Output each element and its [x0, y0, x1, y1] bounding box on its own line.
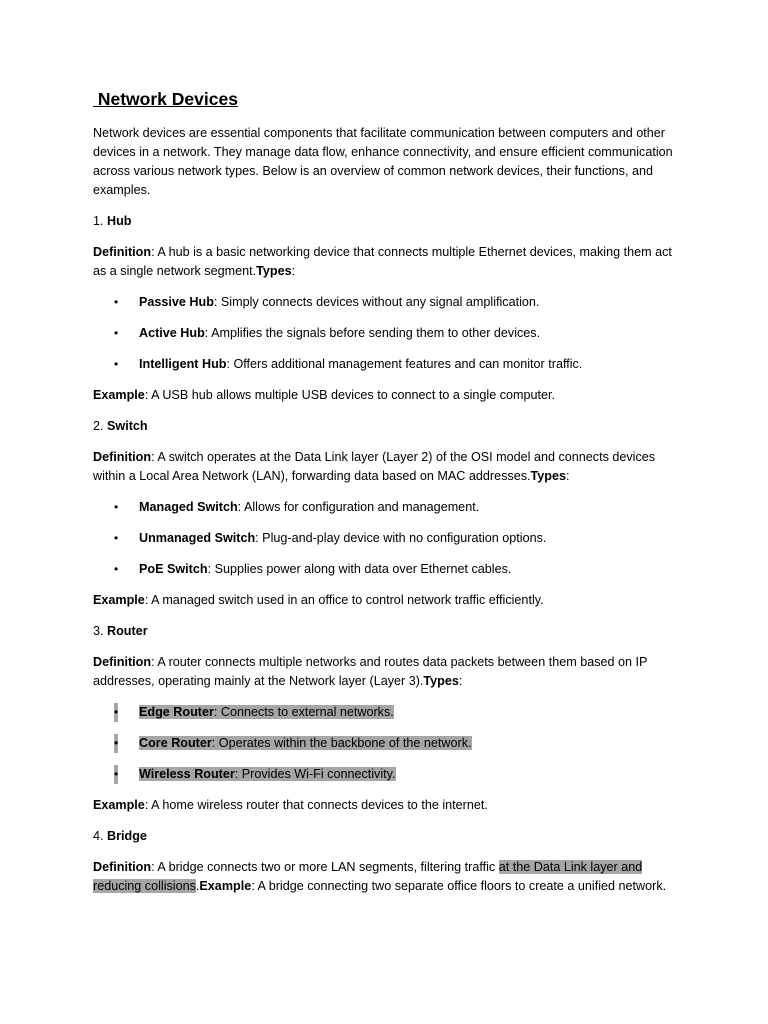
bullet: •	[114, 500, 119, 514]
section-name: Bridge	[107, 829, 147, 843]
list-item	[93, 529, 683, 548]
bullet: •	[114, 357, 119, 371]
example-hub	[93, 386, 683, 405]
definition-label: Definition	[93, 860, 152, 874]
list-item	[93, 355, 683, 374]
type-name: Core Router	[139, 736, 212, 750]
definition-text: : A switch operates at the Data Link layer (Layer 2) of the OSI model and connects devices within a Local Area Network (LAN), forwarding data based on MAC addresses.	[93, 450, 656, 483]
type-desc: : Offers additional management features and can monitor traffic.	[226, 357, 583, 371]
type-desc: : Simply connects devices without any signal amplification.	[213, 295, 540, 309]
example-label: Example	[93, 388, 145, 402]
list-item	[93, 293, 683, 312]
bullet: •	[114, 765, 118, 784]
definition-text: : A bridge connects two or more LAN segments, filtering traffic	[151, 860, 499, 874]
section-heading-router	[93, 622, 683, 641]
definition-bridge	[93, 858, 683, 896]
definition-label: Definition	[93, 655, 152, 669]
type-desc: : Amplifies the signals before sending them to other devices.	[204, 326, 541, 340]
types-list-router	[93, 703, 683, 784]
bullet: •	[114, 734, 118, 753]
type-desc: : Plug-and-play device with no configuration options.	[255, 531, 547, 545]
highlighted-text	[139, 736, 472, 750]
colon: :	[565, 469, 570, 483]
type-desc: : Connects to external networks.	[213, 705, 394, 719]
intro-paragraph: Network devices are essential components that facilitate communication between computers and other devices in a network. They manage data flow, enhance connectivity, and ensure efficient communication across various network types. Below is an overview of common network devices, their functions, and examples.	[93, 126, 673, 197]
section-heading-bridge	[93, 827, 683, 846]
type-desc: : Provides Wi-Fi connectivity.	[234, 767, 396, 781]
type-desc: : Allows for configuration and management.	[237, 500, 480, 514]
example-text: : A bridge connecting two separate office floors to create a unified network.	[251, 879, 667, 893]
type-name: Managed Switch	[139, 500, 238, 514]
document-page	[93, 86, 683, 908]
definition-hub	[93, 243, 683, 281]
definition-text: : A hub is a basic networking device that connects multiple Ethernet devices, making them act as a single network segment.	[93, 245, 672, 278]
example-switch	[93, 591, 683, 610]
type-name: Edge Router	[139, 705, 214, 719]
example-router	[93, 796, 683, 815]
section-number: 4.	[93, 829, 108, 843]
section-heading-switch	[93, 417, 683, 436]
example-text: : A home wireless router that connects devices to the internet.	[144, 798, 488, 812]
example-label: Example	[199, 879, 252, 893]
example-text: : A USB hub allows multiple USB devices to connect to a single computer.	[144, 388, 556, 402]
section-number: 3.	[93, 624, 108, 638]
types-list-switch	[93, 498, 683, 579]
bullet: •	[114, 326, 119, 340]
types-list-hub	[93, 293, 683, 374]
bullet: •	[114, 295, 119, 309]
example-text: : A managed switch used in an office to control network traffic efficiently.	[144, 593, 544, 607]
type-desc: : Operates within the backbone of the network.	[211, 736, 472, 750]
list-item	[93, 560, 683, 579]
list-item	[93, 703, 683, 722]
bullet: •	[114, 531, 119, 545]
section-name: Router	[107, 624, 148, 638]
section-name: Hub	[107, 214, 132, 228]
colon: :	[458, 674, 463, 688]
bullet: •	[114, 703, 118, 722]
bullet: •	[114, 562, 119, 576]
type-name: PoE Switch	[139, 562, 208, 576]
types-label: Types	[256, 264, 292, 278]
colon: :	[291, 264, 296, 278]
page-title: Network Devices	[93, 89, 238, 109]
section-number: 1.	[93, 214, 108, 228]
type-name: Active Hub	[139, 326, 205, 340]
list-item	[93, 765, 683, 784]
definition-switch	[93, 448, 683, 486]
list-item	[93, 324, 683, 343]
section-number: 2.	[93, 419, 108, 433]
list-item	[93, 498, 683, 517]
definition-end: .	[195, 879, 200, 893]
definition-router	[93, 653, 683, 691]
example-label: Example	[93, 593, 145, 607]
type-name: Unmanaged Switch	[139, 531, 256, 545]
definition-label: Definition	[93, 450, 152, 464]
highlighted-text: at the Data Link layer and reducing collisions	[93, 860, 643, 893]
type-name: Passive Hub	[139, 295, 214, 309]
types-label: Types	[423, 674, 459, 688]
type-name: Intelligent Hub	[139, 357, 227, 371]
types-label: Types	[530, 469, 566, 483]
type-desc: : Supplies power along with data over Ethernet cables.	[207, 562, 512, 576]
definition-text: : A router connects multiple networks and routes data packets between them based on IP addresses, operating mainly at the Network layer (Layer 3).	[93, 655, 648, 688]
list-item	[93, 734, 683, 753]
section-heading-hub	[93, 212, 683, 231]
definition-label: Definition	[93, 245, 152, 259]
highlighted-text	[139, 767, 396, 781]
highlighted-text	[139, 705, 394, 719]
type-name: Wireless Router	[139, 767, 235, 781]
example-label: Example	[93, 798, 145, 812]
section-name: Switch	[107, 419, 148, 433]
